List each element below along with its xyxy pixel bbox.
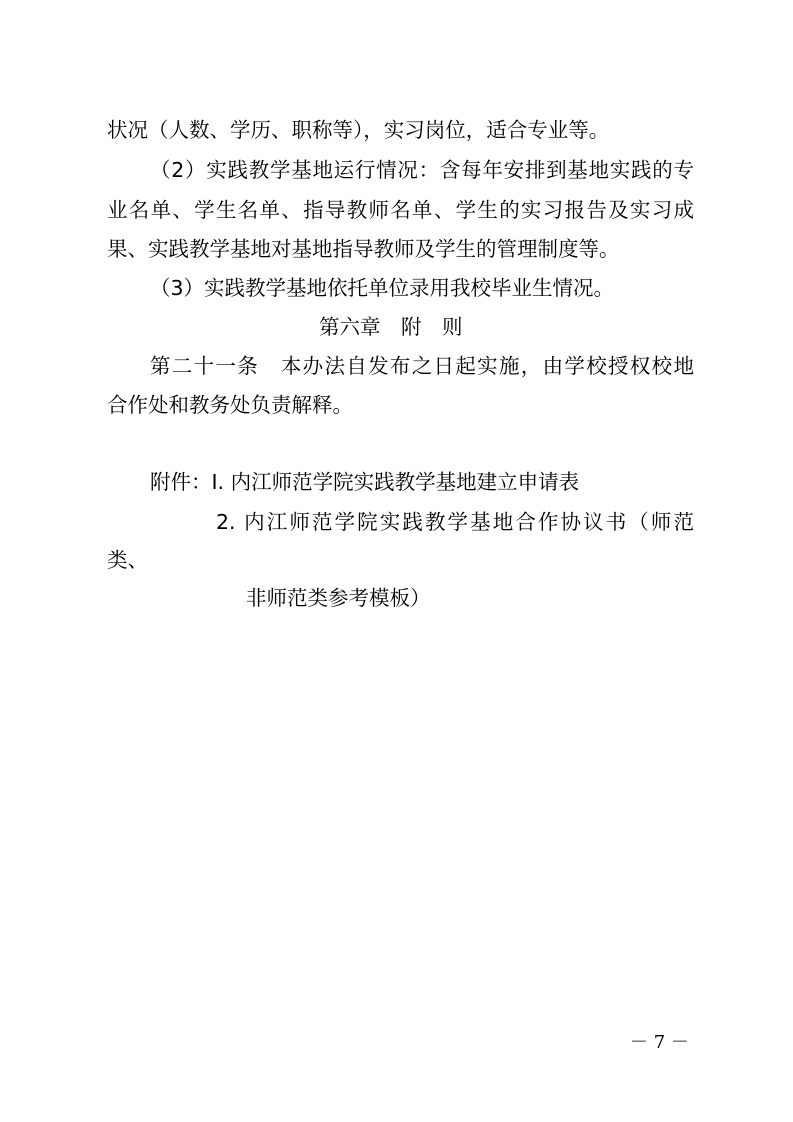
page-number: － 7 －	[630, 1032, 689, 1053]
attachment-item: 2. 内江师范学院实践教学基地合作协议书（师范	[216, 510, 694, 534]
article-line: 合作处和教务处负责解释。	[107, 393, 353, 417]
attachment-item: 附件：I. 内江师范学院实践教学基地建立申请表	[150, 470, 580, 494]
attachment-item-continued: 类、	[107, 548, 148, 572]
paragraph-line: （2）实践教学基地运行情况：含每年安排到基地实践的专	[150, 158, 694, 182]
article-line: 第二十一条 本办法自发布之日起实施，由学校授权校地	[150, 354, 694, 378]
attachment-item-continued: 非师范类参考模板）	[246, 586, 431, 610]
chapter-title: 第六章 附 则	[319, 315, 463, 339]
paragraph-line: （3）实践教学基地依托单位录用我校毕业生情况。	[150, 276, 615, 300]
paragraph-line: 业名单、学生名单、指导教师名单、学生的实习报告及实习成	[107, 198, 694, 222]
paragraph-line: 状况（人数、学历、职称等），实习岗位，适合专业等。	[107, 118, 610, 142]
paragraph-line: 果、实践教学基地对基地指导教师及学生的管理制度等。	[107, 237, 620, 261]
